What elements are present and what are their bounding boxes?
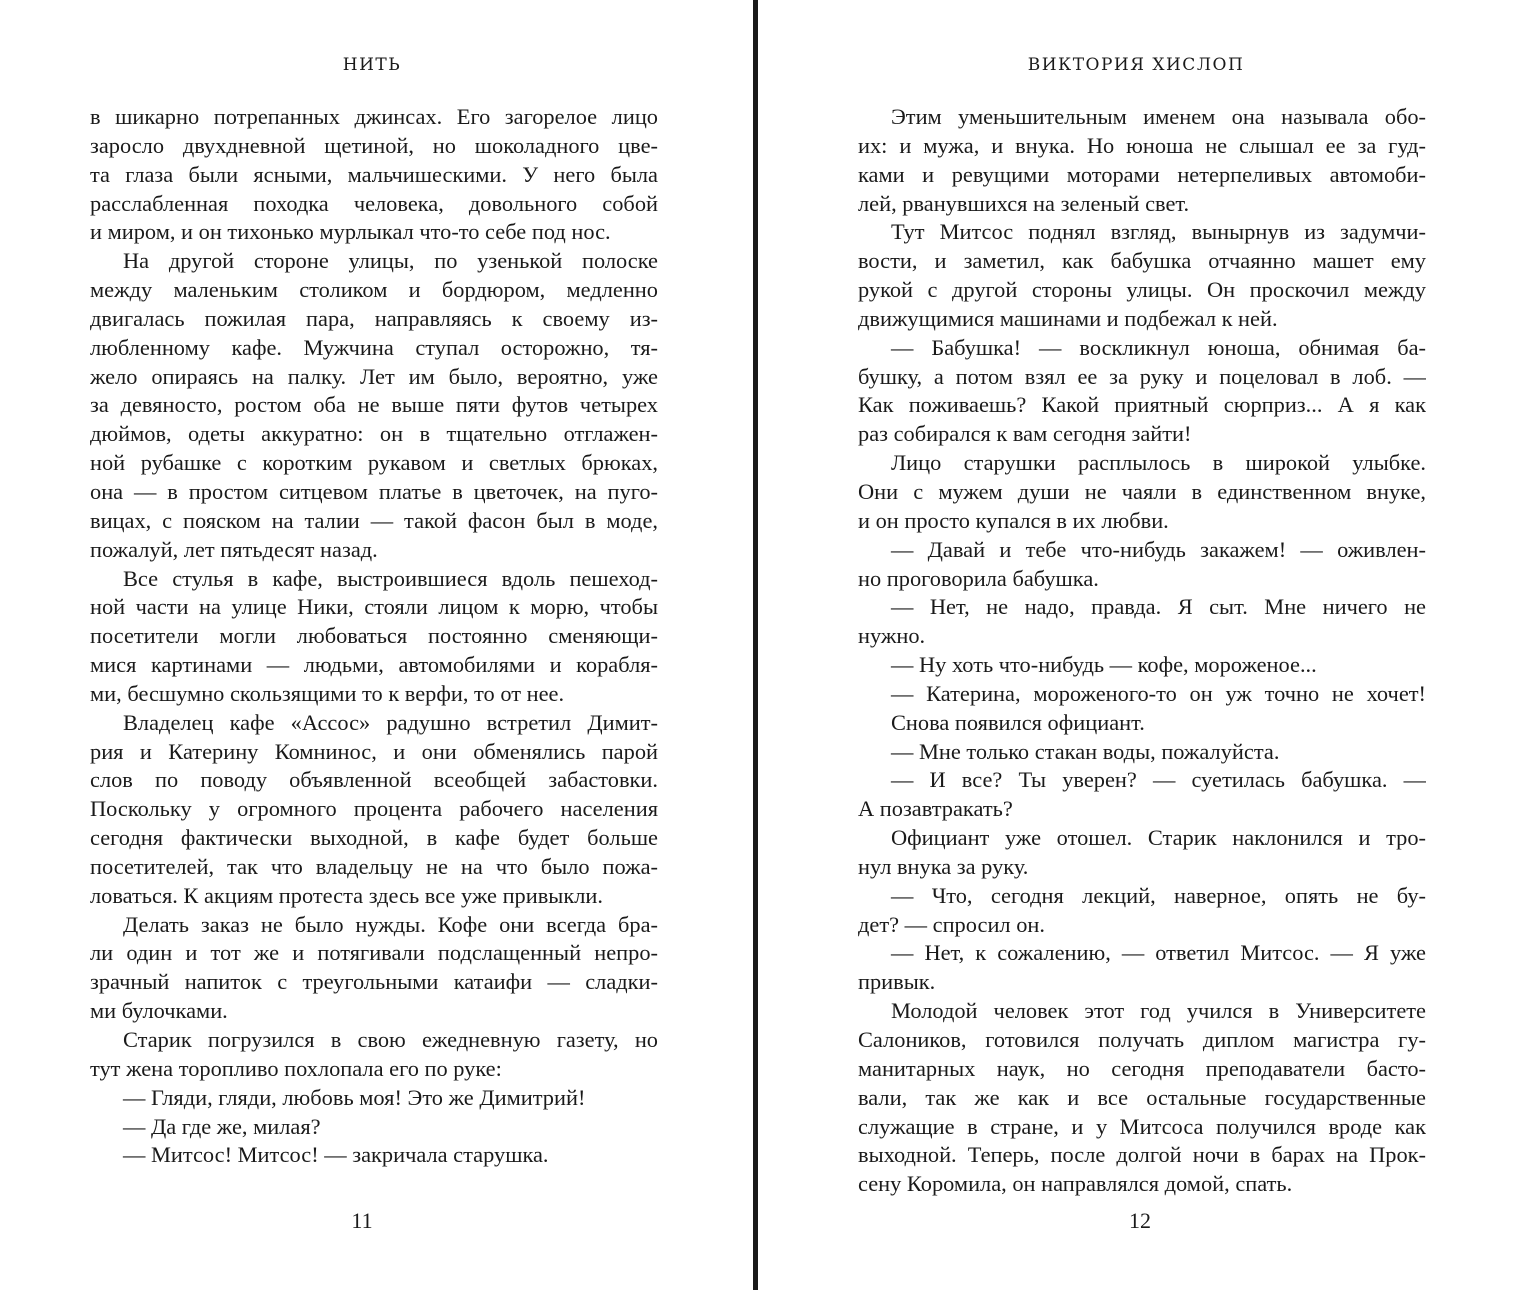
text-line: жело опираясь на палку. Лет им было, вероятно, уже (90, 363, 658, 389)
text-line: — Давай и тебе что-нибудь закажем! — оживлен- (891, 536, 1426, 562)
text-line: манитарных наук, но сегодня преподаватели басто- (858, 1055, 1426, 1081)
text-line: — Нет, не надо, правда. Я сыт. Мне ничего не (891, 594, 1426, 620)
book-spine-divider (753, 0, 758, 1290)
text-line: дет? — спросил он. (858, 911, 1045, 937)
text-line: служащие в стране, и у Митсоса получился вроде как (858, 1113, 1426, 1139)
text-line: — Нет, к сожалению, — ответил Митсос. — Я уже (891, 940, 1426, 966)
text-line: — Катерина, мороженого-то он уж точно не хочет! (891, 680, 1426, 706)
text-line: — Что, сегодня лекций, наверное, опять не бу- (891, 882, 1426, 908)
text-line: Все стулья в кафе, выстроившиеся вдоль пешеход- (123, 565, 658, 591)
text-line: их: и мужа, и внука. Но юноша не слышал ее за гуд- (858, 132, 1426, 158)
text-line: сену Коромила, он направлялся домой, спать. (858, 1171, 1293, 1197)
text-line: привык. (858, 969, 936, 995)
text-line: ловаться. К акциям протеста здесь все уже привыкли. (90, 882, 603, 908)
text-line: ками и ревущими моторами нетерпеливых автомоби- (858, 161, 1426, 187)
text-line: та глаза были ясными, мальчишескими. У него была (90, 161, 658, 187)
text-line: и он просто купался в их любви. (858, 507, 1169, 533)
text-line: вости, и заметил, как бабушка отчаянно машет ему (858, 248, 1426, 274)
text-line: тут жена торопливо похлопала его по руке: (90, 1055, 502, 1081)
text-line: — Бабушка! — воскликнул юноша, обнимая ба- (891, 334, 1426, 360)
text-line: Старик погрузился в свою ежедневную газету, но (123, 1027, 658, 1052)
text-line: — Ну хоть что-нибудь — кофе, мороженое... (891, 652, 1317, 678)
text-line: рия и Катерину Комнинос, и они обменялись парой (90, 738, 658, 764)
text-line: она — в простом ситцевом платье в цветочек, на пуго- (90, 478, 658, 504)
text-line: вицах, с пояском на талии — такой фасон был в моде, (90, 507, 658, 533)
text-line: в шикарно потрепанных джинсах. Его загорелое лицо (90, 104, 658, 129)
text-line: расслабленная походка человека, довольного собой (90, 190, 658, 216)
text-line: лей, рванувшихся на зеленый свет. (858, 190, 1190, 216)
running-header: НИТЬ (342, 55, 402, 75)
text-line: посетители могли любоваться постоянно сменяющи- (90, 623, 658, 649)
page-body (858, 103, 1426, 1199)
text-line: Этим уменьшительным именем она называла обо- (891, 104, 1426, 129)
text-line: нужно. (858, 623, 926, 649)
text-line: заросло двухдневной щетиной, но шоколадного цве- (90, 132, 658, 158)
text-line: — Мне только стакан воды, пожалуйста. (891, 738, 1280, 764)
text-line: мися картинами — людьми, автомобилями и корабля- (90, 652, 658, 678)
text-line: Делать заказ не было нужды. Кофе они всегда бра- (123, 911, 658, 937)
text-line: Как поживаешь? Какой приятный сюрприз... А я как (858, 392, 1426, 418)
text-line: дюймов, одеты аккуратно: он в тщательно отглажен- (90, 421, 658, 447)
text-line: и миром, и он тихонько мурлыкал что-то себе под нос. (90, 219, 611, 245)
text-line: Салоников, готовился получать диплом магистра гу- (858, 1027, 1426, 1052)
text-line: Поскольку у огромного процента рабочего населения (90, 796, 658, 822)
text-line: но проговорила бабушка. (858, 565, 1099, 591)
text-line: между маленьким столиком и бордюром, медленно (90, 277, 658, 303)
text-line: бушку, а потом взял ее за руку и поцеловал в лоб. — (858, 363, 1426, 389)
text-line: посетителей, так что владельцу не на что было пожа- (90, 853, 658, 879)
text-line: — И все? Ты уверен? — суетилась бабушка. — (891, 767, 1426, 793)
text-line: ной части на улице Ники, стояли лицом к морю, чтобы (90, 594, 658, 620)
text-line: выходной. Теперь, после долгой ночи в барах на Прок- (858, 1142, 1426, 1168)
text-line: пожалуй, лет пятьдесят назад. (90, 536, 378, 562)
text-line: сегодня фактически выходной, в кафе будет больше (90, 825, 658, 851)
text-line: любленному кафе. Мужчина ступал осторожно, тя- (90, 334, 658, 360)
text-line: за девяносто, ростом оба не выше пяти футов четырех (90, 392, 658, 418)
text-line: вали, так же как и все остальные государственные (858, 1084, 1426, 1110)
running-header: ВИКТОРИЯ ХИСЛОП (1027, 55, 1245, 75)
text-line: рукой с другой стороны улицы. Он проскочил между (858, 277, 1426, 303)
text-line: ми булочками. (90, 998, 228, 1024)
text-line: А позавтракать? (858, 796, 1013, 822)
text-line: Официант уже отошел. Старик наклонился и тро- (891, 825, 1426, 851)
text-line: ли один и тот же и потягивали подслащенный непро- (90, 940, 658, 966)
text-line: двигалась пожилая пара, направляясь к своему из- (90, 305, 658, 331)
text-line: ми, бесшумно скользящими то к верфи, то от нее. (90, 680, 565, 706)
text-line: Молодой человек этот год учился в Университете (891, 998, 1426, 1024)
left-page (0, 0, 756, 1290)
text-line: Владелец кафе «Ассос» радушно встретил Димит- (123, 709, 658, 735)
text-line: раз собирался к вам сегодня зайти! (858, 421, 1192, 447)
text-line: На другой стороне улицы, по узенькой полоске (123, 248, 658, 274)
text-line: нул внука за руку. (858, 853, 1029, 879)
text-line: — Митсос! Митсос! — закричала старушка. (123, 1142, 549, 1168)
text-line: слов по поводу объявленной всеобщей забастовки. (90, 767, 658, 793)
text-line: Лицо старушки расплылось в широкой улыбке. (891, 450, 1426, 476)
right-page (760, 0, 1515, 1290)
page-number: 11 (351, 1208, 373, 1233)
text-line: Снова появился официант. (891, 709, 1145, 735)
text-line: Они с мужем души не чаяли в единственном внуке, (858, 478, 1426, 504)
text-line: — Гляди, гляди, любовь моя! Это же Димитрий! (123, 1084, 586, 1110)
page-number: 12 (1129, 1208, 1151, 1233)
text-line: Тут Митсос поднял взгляд, вынырнув из задумчи- (891, 219, 1426, 245)
text-line: ной рубашке с коротким рукавом и светлых брюках, (90, 450, 658, 476)
text-line: зрачный напиток с треугольными катаифи — сладки- (90, 969, 658, 995)
text-line: движущимися машинами и подбежал к ней. (858, 305, 1278, 331)
page-body (90, 103, 658, 1170)
text-line: — Да где же, милая? (123, 1113, 321, 1139)
